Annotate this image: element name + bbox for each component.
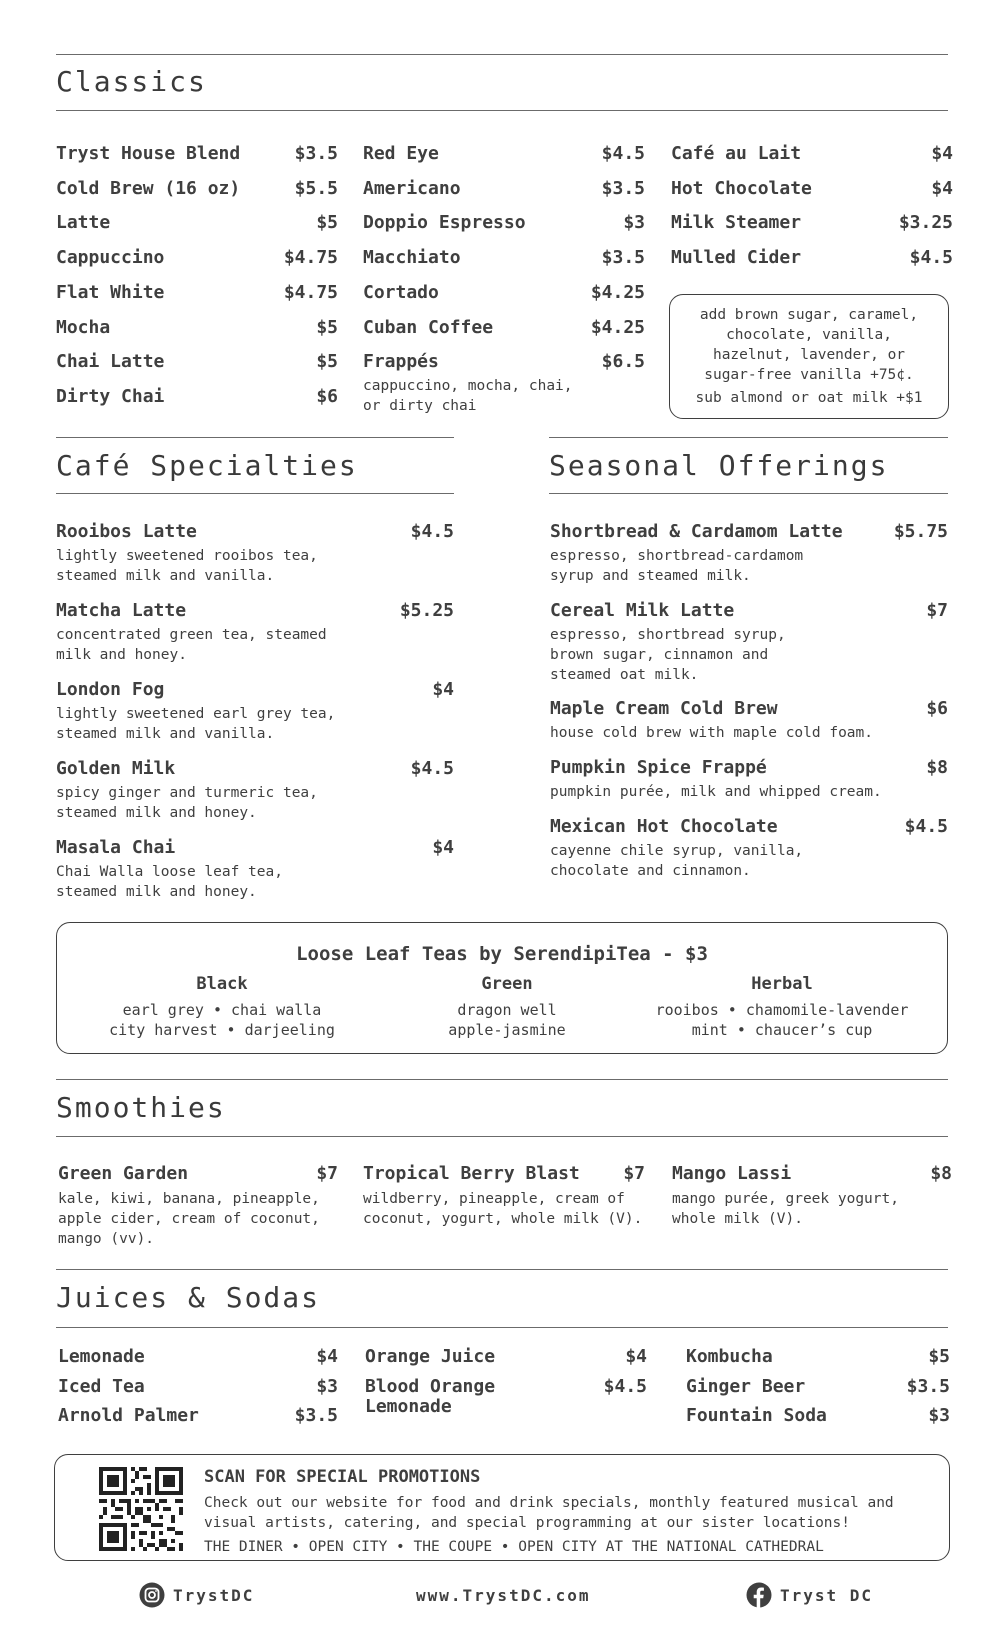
juice-item-name: Iced Tea: [58, 1375, 145, 1397]
classics-item: [671, 143, 953, 164]
seasonal-item-description: pumpkin purée, milk and whipped cream.: [550, 784, 882, 800]
promo-box: [54, 1454, 950, 1561]
instagram-icon: [139, 1582, 165, 1608]
classics-item: [671, 247, 953, 268]
juice-item-name: Ginger Beer: [686, 1375, 806, 1397]
juice-item-name: Kombucha: [686, 1346, 773, 1367]
specialty-item-description: concentrated green tea, steamed milk and honey.: [56, 627, 327, 663]
classics-item-price: $6: [316, 385, 338, 407]
classics-item: [56, 143, 338, 164]
classics-item-price: $4: [931, 143, 953, 164]
specialties-title: Café Specialties: [56, 449, 358, 482]
classics-item: [56, 317, 338, 338]
seasonal-item-description: espresso, shortbread-cardamom syrup and steamed milk.: [550, 548, 804, 584]
seasonal-item-price: $4.5: [904, 816, 948, 837]
classics-item-name: Cappuccino: [56, 247, 165, 269]
juices-rule: [56, 1327, 948, 1328]
classics-title: Classics: [56, 65, 207, 98]
specialty-item-name: London Fog: [56, 679, 165, 700]
classics-item-price: $4.5: [909, 247, 953, 269]
instagram-link[interactable]: TrystDC: [139, 1582, 254, 1608]
smoothies-rule: [56, 1136, 948, 1137]
classics-item-price: $5: [316, 351, 338, 373]
classics-item: [363, 351, 645, 372]
classics-item: [56, 351, 338, 372]
classics-item-name: Macchiato: [363, 247, 461, 269]
classics-item-price: $5: [316, 316, 338, 338]
smoothie-item: [363, 1163, 645, 1184]
juice-item-name: Lemonade: [58, 1346, 145, 1367]
classics-item: [363, 247, 645, 268]
juice-item: [58, 1346, 338, 1367]
seasonal-item-name: Pumpkin Spice Frappé: [550, 757, 767, 778]
tea-green-heading: Green: [481, 974, 533, 994]
juice-item-price: $5: [928, 1346, 950, 1367]
specialty-item-price: $5.25: [399, 600, 454, 621]
classics-item-price: $3.5: [601, 247, 645, 269]
specialty-item-name: Masala Chai: [56, 837, 176, 858]
smoothies-title: Smoothies: [56, 1091, 226, 1124]
seasonal-item: [550, 698, 948, 719]
specialty-item: [56, 679, 454, 700]
seasonal-item-description: espresso, shortbread syrup, brown sugar, cinnamon and steamed oat milk.: [550, 627, 786, 683]
juice-item: [686, 1405, 950, 1426]
seasonal-item: [550, 816, 948, 837]
qr-code-icon[interactable]: [99, 1467, 183, 1551]
classics-item-name: Café au Lait: [671, 143, 802, 164]
classics-item: [671, 178, 953, 199]
classics-item: [56, 282, 338, 303]
frappe-description: cappuccino, mocha, chai, or dirty chai: [363, 378, 573, 414]
classics-item-name: Red Eye: [363, 143, 439, 164]
smoothie-item: [58, 1163, 338, 1184]
juice-item-price: $3.5: [906, 1375, 950, 1397]
specialty-item-name: Matcha Latte: [56, 600, 187, 621]
facebook-link[interactable]: Tryst DC: [746, 1582, 873, 1608]
specialty-item: [56, 521, 454, 542]
juice-item-price: $3: [316, 1375, 338, 1397]
classics-item-name: Frappés: [363, 351, 439, 373]
juice-item: [365, 1376, 647, 1397]
smoothies-top-rule: [56, 1079, 948, 1080]
classics-item-price: $4.75: [283, 281, 338, 303]
classics-item-name: Chai Latte: [56, 351, 165, 373]
tea-black-heading: Black: [196, 974, 248, 994]
classics-item: [56, 212, 338, 233]
smoothie-item-name: Mango Lassi: [672, 1163, 792, 1184]
juice-item-price: $4.5: [603, 1375, 647, 1397]
specialty-item-description: spicy ginger and turmeric tea, steamed milk and honey.: [56, 785, 318, 821]
website-link[interactable]: www.TrystDC.com: [416, 1586, 591, 1605]
juice-item: [365, 1346, 647, 1367]
seasonal-item: [550, 600, 948, 621]
specialty-item-name: Rooibos Latte: [56, 521, 197, 542]
juices-title: Juices & Sodas: [56, 1281, 321, 1314]
smoothie-item: [672, 1163, 952, 1184]
juice-item: [58, 1405, 338, 1426]
specialty-item-price: $4: [432, 837, 454, 858]
juice-item-price: $4: [625, 1346, 647, 1367]
juice-item-name: Arnold Palmer: [58, 1405, 199, 1426]
classics-item-name: Hot Chocolate: [671, 177, 812, 199]
juice-item-price: $3: [928, 1405, 950, 1426]
classics-item-price: $4.25: [590, 316, 645, 338]
juice-item: [58, 1376, 338, 1397]
classics-item-price: $3.5: [601, 177, 645, 199]
promo-heading: SCAN FOR SPECIAL PROMOTIONS: [204, 1467, 481, 1487]
specialty-item-price: $4: [432, 679, 454, 700]
juice-item-name: Orange Juice: [365, 1346, 496, 1367]
juice-item: [686, 1376, 950, 1397]
specialty-item: [56, 600, 454, 621]
classics-item-name: Flat White: [56, 281, 165, 303]
classics-item-name: Americano: [363, 177, 461, 199]
promo-text: Check out our website for food and drink specials, monthly featured musical and visual artists, catering, and special programming at our sister locations!: [204, 1495, 894, 1531]
smoothie-item-name: Tropical Berry Blast: [363, 1163, 580, 1184]
juice-item-name: Fountain Soda: [686, 1405, 827, 1426]
smoothie-item-price: $7: [316, 1163, 338, 1184]
seasonal-item-description: cayenne chile syrup, vanilla, chocolate and cinnamon.: [550, 843, 804, 879]
top-rule: [56, 54, 948, 55]
specialty-item: [56, 758, 454, 779]
classics-item-name: Mocha: [56, 316, 111, 338]
specialty-item-price: $4.5: [410, 521, 454, 542]
smoothie-item-description: wildberry, pineapple, cream of coconut, yogurt, whole milk (V).: [363, 1191, 643, 1227]
tea-herbal-heading: Herbal: [751, 974, 813, 994]
smoothie-item-price: $7: [623, 1163, 645, 1184]
juices-top-rule: [56, 1269, 948, 1270]
addons-box: add brown sugar, caramel, chocolate, vanilla, hazelnut, lavender, or sugar-free vanilla +75¢. sub almond or oat milk +$1: [669, 294, 949, 419]
classics-item: [56, 178, 338, 199]
specialty-item-description: Chai Walla loose leaf tea, steamed milk and honey.: [56, 864, 283, 900]
classics-item-name: Cold Brew (16 oz): [56, 177, 241, 199]
seasonal-item-name: Cereal Milk Latte: [550, 600, 735, 621]
seasonal-item: [550, 521, 948, 542]
specialty-item: [56, 837, 454, 858]
classics-item-name: Mulled Cider: [671, 247, 802, 269]
classics-item: [363, 282, 645, 303]
specialty-item-price: $4.5: [410, 758, 454, 779]
tea-green-column: Green dragon well apple-jasmine: [407, 974, 607, 1040]
seasonal-top-rule: [549, 437, 948, 438]
classics-item-price: $3: [623, 212, 645, 234]
smoothie-item-description: kale, kiwi, banana, pineapple, apple cider, cream of coconut, mango (vv).: [58, 1191, 320, 1247]
classics-item-price: $5: [316, 212, 338, 234]
specialty-item-description: lightly sweetened earl grey tea, steamed milk and vanilla.: [56, 706, 336, 742]
specialties-top-rule: [56, 437, 454, 438]
classics-item-price: $4.25: [590, 281, 645, 303]
seasonal-item: [550, 757, 948, 778]
classics-item-name: Doppio Espresso: [363, 212, 526, 234]
classics-item-price: $5.5: [294, 177, 338, 199]
seasonal-item-price: $7: [926, 600, 948, 621]
classics-item: [56, 247, 338, 268]
juice-item-price: $4: [316, 1346, 338, 1367]
classics-item: [363, 143, 645, 164]
juice-lemonade-continuation: Lemonade: [365, 1396, 452, 1417]
sister-locations: THE DINER • OPEN CITY • THE COUPE • OPEN CITY AT THE NATIONAL CATHEDRAL: [204, 1539, 824, 1555]
classics-item: [363, 212, 645, 233]
juice-item-price: $3.5: [294, 1405, 338, 1426]
smoothie-item-price: $8: [930, 1163, 952, 1184]
tea-herbal-column: Herbal rooibos • chamomile-lavender mint • chaucer’s cup: [642, 974, 922, 1040]
classics-item: [363, 317, 645, 338]
tea-black-column: Black earl grey • chai walla city harvest • darjeeling: [97, 974, 347, 1040]
classics-item-price: $6.5: [601, 351, 645, 373]
teas-title: Loose Leaf Teas by SerendipiTea - $3: [296, 943, 708, 965]
specialties-rule: [56, 493, 454, 494]
seasonal-item-name: Maple Cream Cold Brew: [550, 698, 778, 719]
juice-item: [686, 1346, 950, 1367]
seasonal-item-description: house cold brew with maple cold foam.: [550, 725, 874, 741]
juice-item-name: Blood Orange: [365, 1375, 496, 1397]
classics-rule: [56, 110, 948, 111]
classics-item-name: Cortado: [363, 281, 439, 303]
classics-item-name: Tryst House Blend: [56, 143, 241, 164]
classics-item-price: $4: [931, 177, 953, 199]
seasonal-rule: [549, 493, 948, 494]
classics-item-name: Cuban Coffee: [363, 316, 494, 338]
specialty-item-name: Golden Milk: [56, 758, 176, 779]
classics-item: [56, 386, 338, 407]
smoothie-item-description: mango purée, greek yogurt, whole milk (V).: [672, 1191, 899, 1227]
seasonal-item-name: Mexican Hot Chocolate: [550, 816, 778, 837]
classics-item-name: Latte: [56, 212, 111, 234]
classics-item: [671, 212, 953, 233]
smoothie-item-name: Green Garden: [58, 1163, 189, 1184]
classics-item-name: Milk Steamer: [671, 212, 802, 234]
seasonal-item-name: Shortbread & Cardamom Latte: [550, 521, 843, 542]
classics-item-price: $4.5: [601, 143, 645, 164]
classics-item-price: $4.75: [283, 247, 338, 269]
seasonal-item-price: $5.75: [893, 521, 948, 542]
seasonal-title: Seasonal Offerings: [549, 449, 889, 482]
seasonal-item-price: $8: [926, 757, 948, 778]
specialty-item-description: lightly sweetened rooibos tea, steamed milk and vanilla.: [56, 548, 318, 584]
classics-item: [363, 178, 645, 199]
seasonal-item-price: $6: [926, 698, 948, 719]
classics-item-price: $3.25: [898, 212, 953, 234]
classics-item-name: Dirty Chai: [56, 385, 165, 407]
facebook-icon: [746, 1582, 772, 1608]
classics-item-price: $3.5: [294, 143, 338, 164]
teas-box: [56, 922, 948, 1054]
